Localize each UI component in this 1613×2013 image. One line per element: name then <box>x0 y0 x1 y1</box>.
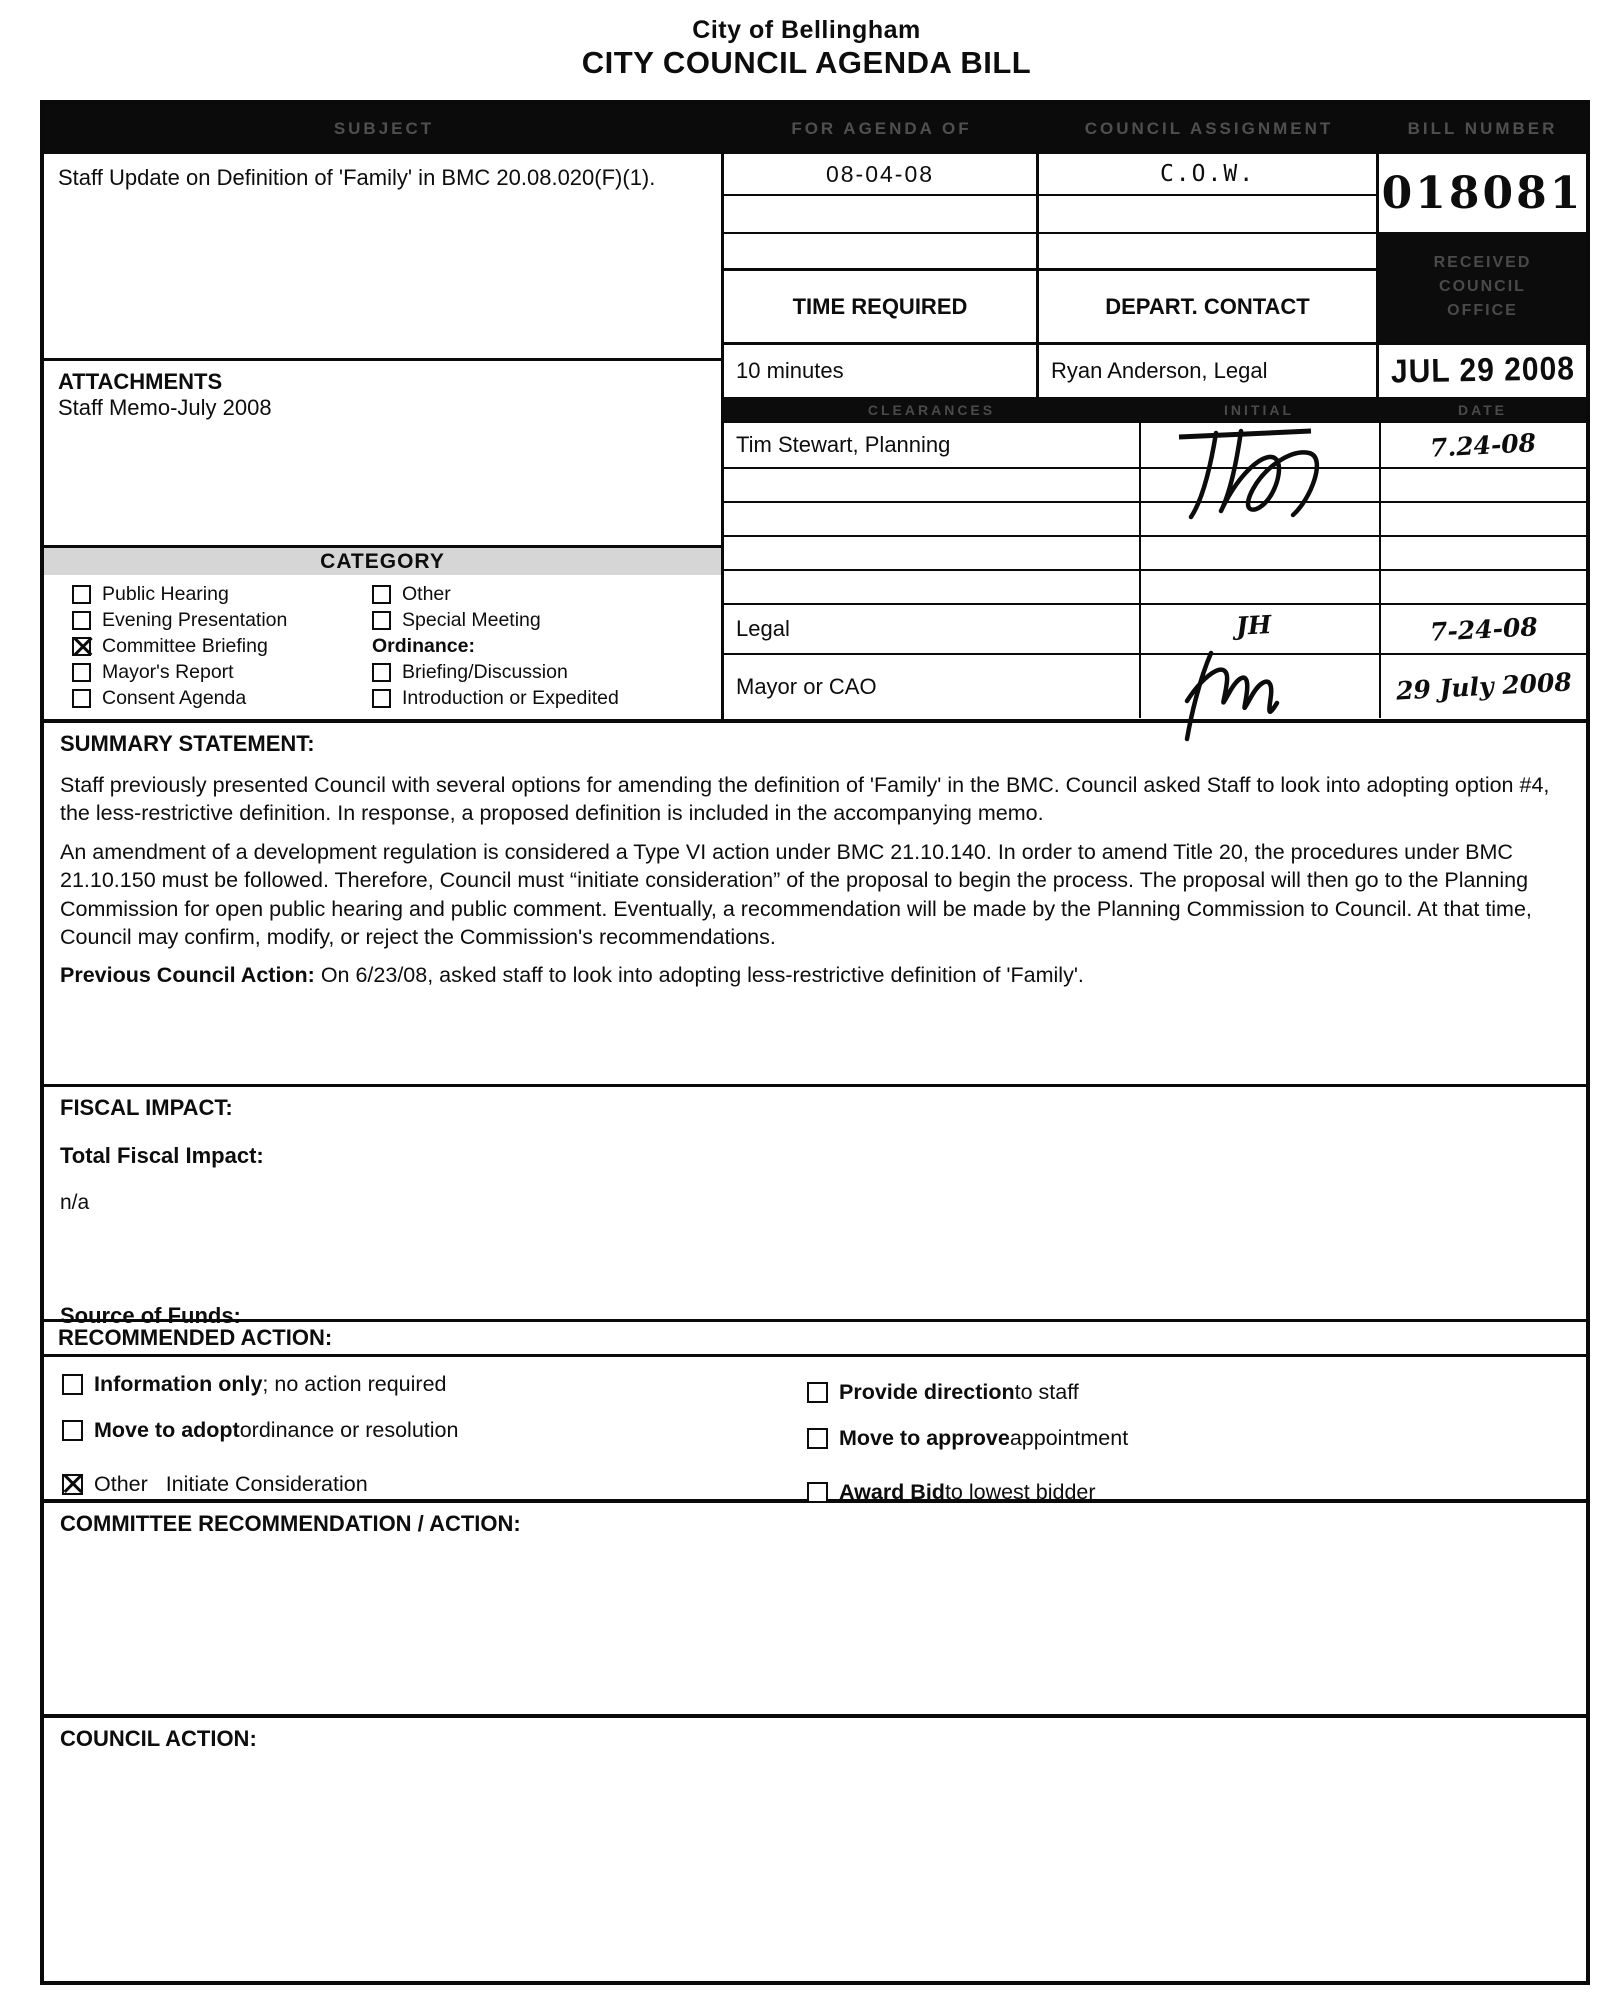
council-action-label: COUNCIL ACTION: <box>60 1726 257 1751</box>
checkbox <box>62 1420 83 1441</box>
time-required-value: 10 minutes <box>724 342 1036 397</box>
checkbox <box>62 1374 83 1395</box>
header-council-assignment: COUNCIL ASSIGNMENT <box>1084 119 1334 138</box>
checkbox <box>72 611 91 630</box>
previous-council-action-label: Previous Council Action: <box>60 963 315 988</box>
clearances-header-bar <box>724 397 1586 423</box>
header-bill-number: BILL NUMBER <box>1407 119 1558 138</box>
checkbox-checked <box>62 1474 83 1495</box>
option-move-to-approve: Move to approve appointment <box>807 1421 1586 1455</box>
category-left-column <box>72 581 372 715</box>
empty-cell <box>724 194 1036 232</box>
clearance-row-legal: Legal JH 7-24-08 <box>724 603 1586 653</box>
council-action-section <box>44 1714 1586 1981</box>
category-option-public-hearing: Public Hearing <box>72 581 372 607</box>
total-fiscal-impact-value: n/a <box>60 1191 90 1214</box>
recommended-left-column <box>62 1367 807 1509</box>
dates-grid <box>724 154 1586 397</box>
assignment-column <box>1039 154 1379 397</box>
summary-statement-label: SUMMARY STATEMENT: <box>60 731 315 756</box>
clearance-row-empty <box>724 535 1586 569</box>
attachments-cell <box>44 358 721 545</box>
bill-number-column <box>1379 154 1586 397</box>
checkbox <box>372 663 391 682</box>
category-option-committee-briefing: Committee Briefing <box>72 633 372 659</box>
category-option-consent-agenda: Consent Agenda <box>72 685 372 711</box>
empty-cell <box>1039 232 1376 268</box>
option-provide-direction: Provide direction to staff <box>807 1375 1586 1409</box>
signature-cell <box>1139 655 1379 718</box>
recommended-action-section <box>44 1319 1586 1504</box>
received-council-office-stamp: RECEIVED COUNCIL OFFICE <box>1379 232 1586 342</box>
recommended-action-options <box>44 1357 1586 1515</box>
category-option-other: Other <box>372 581 717 607</box>
initial-label: INITIAL <box>1224 402 1294 418</box>
checkbox <box>807 1382 828 1403</box>
committee-recommendation-section <box>44 1499 1586 1714</box>
time-required-label: TIME REQUIRED <box>724 268 1036 342</box>
summary-statement-section <box>44 719 1586 1084</box>
empty-cell <box>1039 194 1376 232</box>
category-option-evening-presentation: Evening Presentation <box>72 607 372 633</box>
category-header: CATEGORY <box>44 545 721 575</box>
checkbox <box>372 689 391 708</box>
top-section <box>44 154 1586 719</box>
header-subject: SUBJECT <box>333 119 435 138</box>
option-information-only: Information only ; no action required <box>62 1367 807 1401</box>
document-title <box>0 0 1613 80</box>
checkbox <box>372 585 391 604</box>
city-name: City of Bellingham <box>692 16 921 44</box>
clearances-table <box>724 423 1586 719</box>
clearance-row-empty <box>724 467 1586 501</box>
clearances-label: CLEARANCES <box>867 402 996 418</box>
bill-number-value: 018081 <box>1381 167 1584 219</box>
form-title: CITY COUNCIL AGENDA BILL <box>581 44 1032 80</box>
date-cell: 29 July 2008 <box>1379 655 1586 718</box>
total-fiscal-impact-label: Total Fiscal Impact: <box>60 1143 264 1168</box>
date-stamp-cell <box>1379 342 1586 397</box>
checkbox <box>372 611 391 630</box>
date-label: DATE <box>1457 402 1508 418</box>
category-option-introduction-expedited: Introduction or Expedited <box>372 685 717 711</box>
council-assignment-value: C.O.W. <box>1159 161 1256 187</box>
attachments-value: Staff Memo-July 2008 <box>58 395 272 421</box>
depart-contact-value: Ryan Anderson, Legal <box>1039 342 1376 397</box>
attachments-label: ATTACHMENTS <box>58 369 223 395</box>
subject-cell: Staff Update on Definition of 'Family' in BMC 20.08.020(F)(1). <box>58 165 656 190</box>
clearance-row-mayor: Mayor or CAO 29 July 2008 <box>724 653 1586 718</box>
received-date-stamp: JUL 29 2008 <box>1390 350 1575 391</box>
summary-paragraph-2: An amendment of a development regulation is considered a Type VI action under BMC 21.10.140. In order to amend Title 20, the procedures under BMC 21.10.150 must be followed. Therefore, Council must “initiate consideration” of the proposal to begin the process. The proposal will then go to the Planning Commission for open public hearing and public comment. Eventually, a recommendation will be made by the Planning Commission to Council. At that time, Council may confirm, modify, or reject the Commission's recommendations. <box>60 839 1532 949</box>
date-cell: 7-24-08 <box>1379 605 1586 653</box>
category-option-mayors-report: Mayor's Report <box>72 659 372 685</box>
option-move-to-adopt: Move to adopt ordinance or resolution <box>62 1413 807 1447</box>
checkbox <box>807 1428 828 1449</box>
clearance-row-planning: Tim Stewart, Planning 7.24-08 <box>724 423 1586 467</box>
agenda-bill-form <box>40 100 1590 1985</box>
recommended-action-label: RECOMMENDED ACTION: <box>44 1322 1586 1357</box>
category-checkboxes <box>44 575 721 719</box>
option-other-initiate-consideration: Other Initiate Consideration <box>62 1467 807 1501</box>
agenda-date: 08-04-08 <box>825 160 935 187</box>
right-columns <box>724 154 1586 719</box>
signature-cell <box>1139 423 1379 467</box>
committee-recommendation-label: COMMITTEE RECOMMENDATION / ACTION: <box>60 1511 521 1536</box>
agenda-of-column <box>724 154 1039 397</box>
mayor-signature <box>1181 641 1341 741</box>
empty-cell <box>724 232 1036 268</box>
category-right-column <box>372 581 717 715</box>
fiscal-impact-section <box>44 1084 1586 1328</box>
checkbox <box>72 689 91 708</box>
previous-council-action: Previous Council Action: On 6/23/08, asked staff to look into adopting less-restrictive definition of 'Family'. <box>60 963 1084 988</box>
checkbox <box>72 663 91 682</box>
depart-contact-label: DEPART. CONTACT <box>1039 268 1376 342</box>
category-option-special-meeting: Special Meeting <box>372 607 717 633</box>
recommended-right-column <box>807 1367 1586 1509</box>
left-column <box>44 154 724 719</box>
category-option-briefing-discussion: Briefing/Discussion <box>372 659 717 685</box>
category-option-ordinance: Ordinance: <box>372 634 475 657</box>
clearance-row-empty <box>724 501 1586 535</box>
column-header-bar <box>44 104 1586 154</box>
checkbox <box>807 1482 828 1503</box>
source-of-funds-label: Source of Funds: <box>60 1303 241 1328</box>
fiscal-impact-label: FISCAL IMPACT: <box>60 1095 233 1120</box>
summary-paragraph-1: Staff previously presented Council with several options for amending the definition of 'Family' in the BMC. Council asked Staff to look into adopting option #4, the less-restrictive definition. In response, a proposed definition is included in the accompanying memo. <box>60 773 1550 826</box>
option-award-bid: Award Bid to lowest bidder <box>807 1475 1586 1509</box>
clearance-row-empty <box>724 569 1586 603</box>
date-cell: 7.24-08 <box>1379 423 1586 467</box>
legal-initials: JH <box>1235 610 1273 641</box>
header-agenda-of: FOR AGENDA OF <box>791 119 972 138</box>
checkbox <box>72 585 91 604</box>
checkbox-checked <box>72 637 91 656</box>
